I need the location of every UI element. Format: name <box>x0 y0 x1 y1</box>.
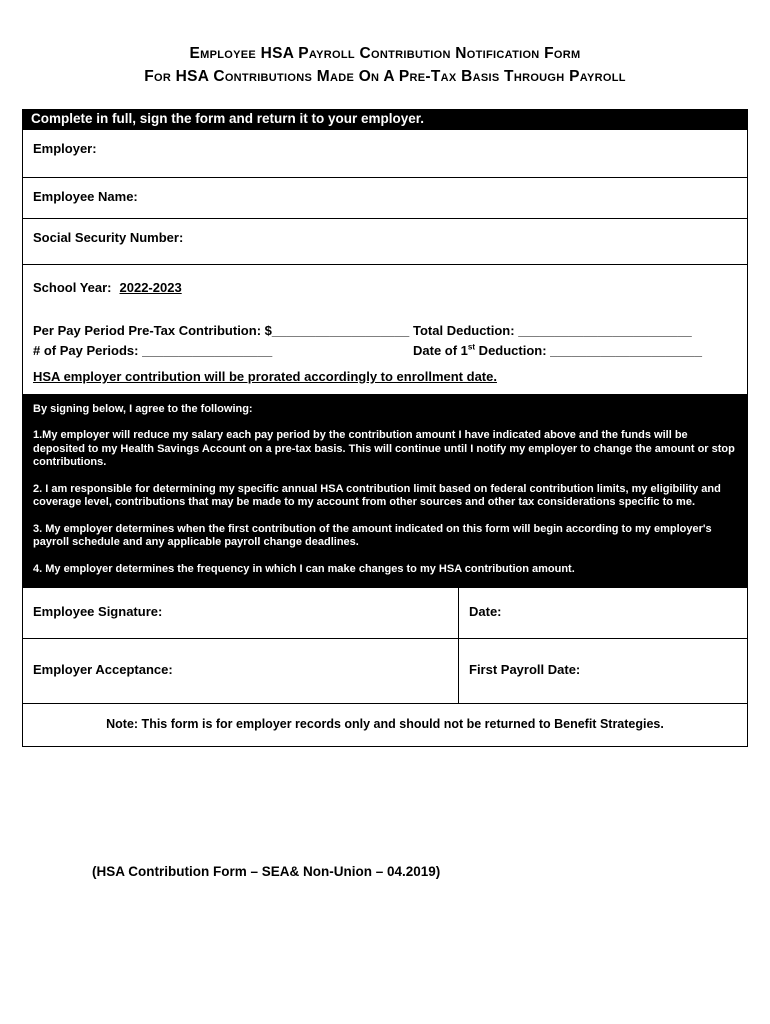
form-version-footer: (HSA Contribution Form – SEA& Non-Union – 04.2019) <box>92 864 441 879</box>
terms-item-3: 3. My employer determines when the first contribution of the amount indicated on this form will begin according to my employer's payroll schedule and any applicable payroll change deadlines. <box>33 522 712 548</box>
employee-signature-label: Employee Signature: <box>33 604 163 619</box>
date-label: Date: <box>469 604 502 619</box>
pay-periods-label: # of Pay Periods: <box>33 342 143 358</box>
per-pay-contribution-label: Per Pay Period Pre-Tax Contribution: $ <box>33 322 272 338</box>
first-deduction-date-suffix: Deduction: <box>475 342 551 358</box>
employee-name-field[interactable] <box>23 178 747 219</box>
proration-note: HSA employer contribution will be prorated accordingly to enrollment date. <box>33 368 497 384</box>
terms-item-4: 4. My employer determines the frequency in which I can make changes to my HSA contribution amount. <box>33 562 575 575</box>
per-pay-contribution-blank[interactable]: ___________________ <box>271 322 410 338</box>
employee-signature-field[interactable] <box>23 588 459 638</box>
title-line-1: Employee HSA Payroll Contribution Notification Form <box>189 45 581 62</box>
title-line-2: For HSA Contributions Made On A Pre-Tax Basis Through Payroll <box>144 68 626 86</box>
terms-item-1: 1.My employer will reduce my salary each pay period by the contribution amount I have indicated above and the funds will be deposited to my Health Savings Account on a pre-tax basis. This will continue until I notify my employer to change the amount or stop contributions. <box>33 429 735 468</box>
first-deduction-ordinal: st <box>467 342 476 352</box>
pay-periods-line <box>33 343 737 358</box>
employer-label: Employer: <box>33 140 97 156</box>
terms-section <box>23 395 747 589</box>
employer-records-note: Note: This form is for employer records only and should not be returned to Benefit Strategies. <box>106 717 664 731</box>
document-title <box>0 0 770 89</box>
total-deduction-label: Total Deduction: <box>413 322 519 338</box>
first-deduction-date-group <box>413 343 737 358</box>
employer-acceptance-label: Employer Acceptance: <box>33 662 173 677</box>
pay-periods-blank[interactable]: __________________ <box>142 342 273 358</box>
contribution-details-section <box>23 265 747 395</box>
school-year-label: School Year: <box>33 279 112 295</box>
school-year-line <box>33 279 737 297</box>
employer-acceptance-field[interactable] <box>23 639 459 703</box>
school-year-value: 2022-2023 <box>119 279 182 295</box>
per-pay-contribution-group <box>33 323 413 338</box>
first-payroll-date-label: First Payroll Date: <box>469 662 581 677</box>
hsa-contribution-form <box>22 109 748 748</box>
pay-periods-group <box>33 343 413 358</box>
total-deduction-group <box>413 323 737 338</box>
first-deduction-date-prefix: Date of 1 <box>413 342 468 358</box>
signature-row <box>23 588 747 639</box>
employee-name-label: Employee Name: <box>33 188 138 204</box>
date-field[interactable] <box>459 588 747 638</box>
ssn-field[interactable] <box>23 219 747 265</box>
first-deduction-date-label <box>413 343 550 358</box>
ssn-label: Social Security Number: <box>33 229 184 245</box>
employer-field[interactable] <box>23 130 747 178</box>
acceptance-row <box>23 639 747 704</box>
per-pay-contribution-line <box>33 323 737 338</box>
first-deduction-date-blank[interactable]: _____________________ <box>550 342 703 358</box>
terms-item-2: 2. I am responsible for determining my specific annual HSA contribution limit based on federal contribution limits, my eligibility and coverage level, contributions that may be made to my account from other sources and other tax considerations specific to me. <box>33 482 721 508</box>
first-payroll-date-field[interactable] <box>459 639 747 703</box>
total-deduction-blank[interactable]: ________________________ <box>518 322 692 338</box>
terms-intro: By signing below, I agree to the following: <box>33 402 253 415</box>
instruction-banner: Complete in full, sign the form and return it to your employer. <box>23 110 747 130</box>
